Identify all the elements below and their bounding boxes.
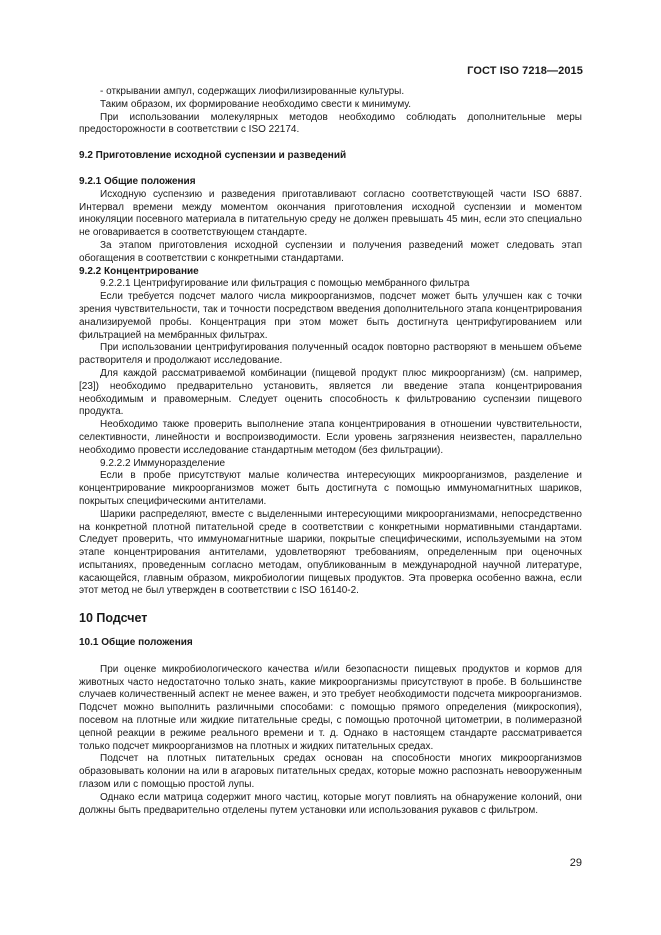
paragraph: При оценке микробиологического качества и/или безопасности пищевых продуктов и кормов для животных часто недостаточно только знать, какие микроорганизмы присутствуют в пробе. В большинстве случаев количественный аспект не менее важен, и это требует необходимости подсчета микроорганизмов. Подсчет можно выполнить различными способами: с помощью прямого определения (микроскопия), посевом на плотные или жидкие питательные среды, с помощью проточной цитометрии, в полимеразной цепной реакции в режиме реального времени и т. д. Однако в настоящем стандарте рассматривается только подсчет микроорганизмов на плотных и жидких питательных средах.	[79, 663, 582, 752]
paragraph: Если требуется подсчет малого числа микроорганизмов, подсчет может быть улучшен как с точки зрения чувствительности, так и точности посредством введения дополнительного этапа концентрирования анализируемой пробы. Концентрация при этом может быть достигнута центрифугированием или фильтрацией на мембранных фильтрах.	[79, 291, 582, 341]
paragraph: Однако если матрица содержит много частиц, которые могут повлиять на обнаружение колоний, они должны быть предварительно отделены путем установки или использования рукавов с фильтром.	[79, 791, 582, 816]
subsection-heading-9-2-2-2: 9.2.2.2 Иммуноразделение	[100, 457, 225, 469]
paragraph: Для каждой рассматриваемой комбинации (пищевой продукт плюс микроорганизм) (см. например, [23]) необходимо предварительно установить, является ли введение этапа концентрирования необходимым и правомерным. Следует оценить способность к фильтрованию суспензии пищевого продукта.	[79, 367, 582, 418]
paragraph: Исходную суспензию и разведения приготавливают согласно соответствующей части ISO 6887. Интервал времени между моментом окончания приготовления исходной суспензии и моментом инокуляции посевного материала в питательную среду не должен превышать 45 мин, если это специально не оговаривается в соответствующем стандарте.	[79, 188, 582, 239]
paragraph: При использовании молекулярных методов необходимо соблюдать дополнительные меры предосторожности в соответствии с ISO 22174.	[79, 111, 582, 136]
paragraph: Если в пробе присутствуют малые количества интересующих микроорганизмов, разделение и концентрирование микроорганизмов может быть достигнута с помощью иммуномагнитных шариков, покрытых специфическими антителами.	[79, 470, 582, 507]
document-body	[79, 86, 582, 817]
paragraph: Подсчет на плотных питательных средах основан на способности многих микроорганизмов образовывать колонии на или в агаровых питательных средах, которые можно распознать невооруженным глазом или с помощью простой лупы.	[79, 753, 582, 791]
section-heading-9-2: 9.2 Приготовление исходной суспензии и разведений	[79, 150, 347, 162]
paragraph: - открывании ампул, содержащих лиофилизированные культуры.	[100, 86, 405, 97]
section-heading-9-2-1: 9.2.1 Общие положения	[79, 175, 196, 187]
paragraph: При использовании центрифугирования полученный осадок повторно растворяют в меньшем объеме растворителя и продолжают исследование.	[79, 342, 582, 367]
section-heading-10-1: 10.1 Общие положения	[79, 637, 193, 649]
paragraph: Шарики распределяют, вместе с выделенными интересующими микроорганизмами, непосредственно на конкретной плотной питательной среде в соответствии с конкретными нормативными стандартами. Следует проверить, что иммуномагнитные шарики, покрытые специфическими, используемыми на этом этапе концентрирования антителами, удовлетворяют требованиям, определенным при оценочных испытаниях, проведенным согласно методам, опубликованным в международной научной литературе, касающейся, главным образом, микробиологии пищевых продуктов. Эта проверка особенно важна, если этот метод не был утвержден в соответствии с ISO 16140-2.	[79, 508, 582, 597]
section-heading-10: 10 Подсчет	[79, 611, 148, 626]
subsection-heading-9-2-2-1: 9.2.2.1 Центрифугирование или фильтрация с помощью мембранного фильтра	[100, 278, 470, 290]
page-number: 29	[569, 857, 582, 869]
paragraph: Таким образом, их формирование необходимо свести к минимуму.	[100, 98, 412, 110]
paragraph: Необходимо также проверить выполнение этапа концентрирования в отношении чувствительности, селективности, линейности и воспроизводимости. Если уровень загрязнения неизвестен, параллельно необходимо провести исследование стандартным методом (без фильтрации).	[79, 419, 582, 456]
section-heading-9-2-2: 9.2.2 Концентрирование	[79, 265, 199, 277]
paragraph: За этапом приготовления исходной суспензии и получения разведений может следовать этап обогащения в соответствии с конкретными стандартами.	[79, 239, 582, 264]
standard-header: ГОСТ ISO 7218—2015	[467, 65, 583, 77]
